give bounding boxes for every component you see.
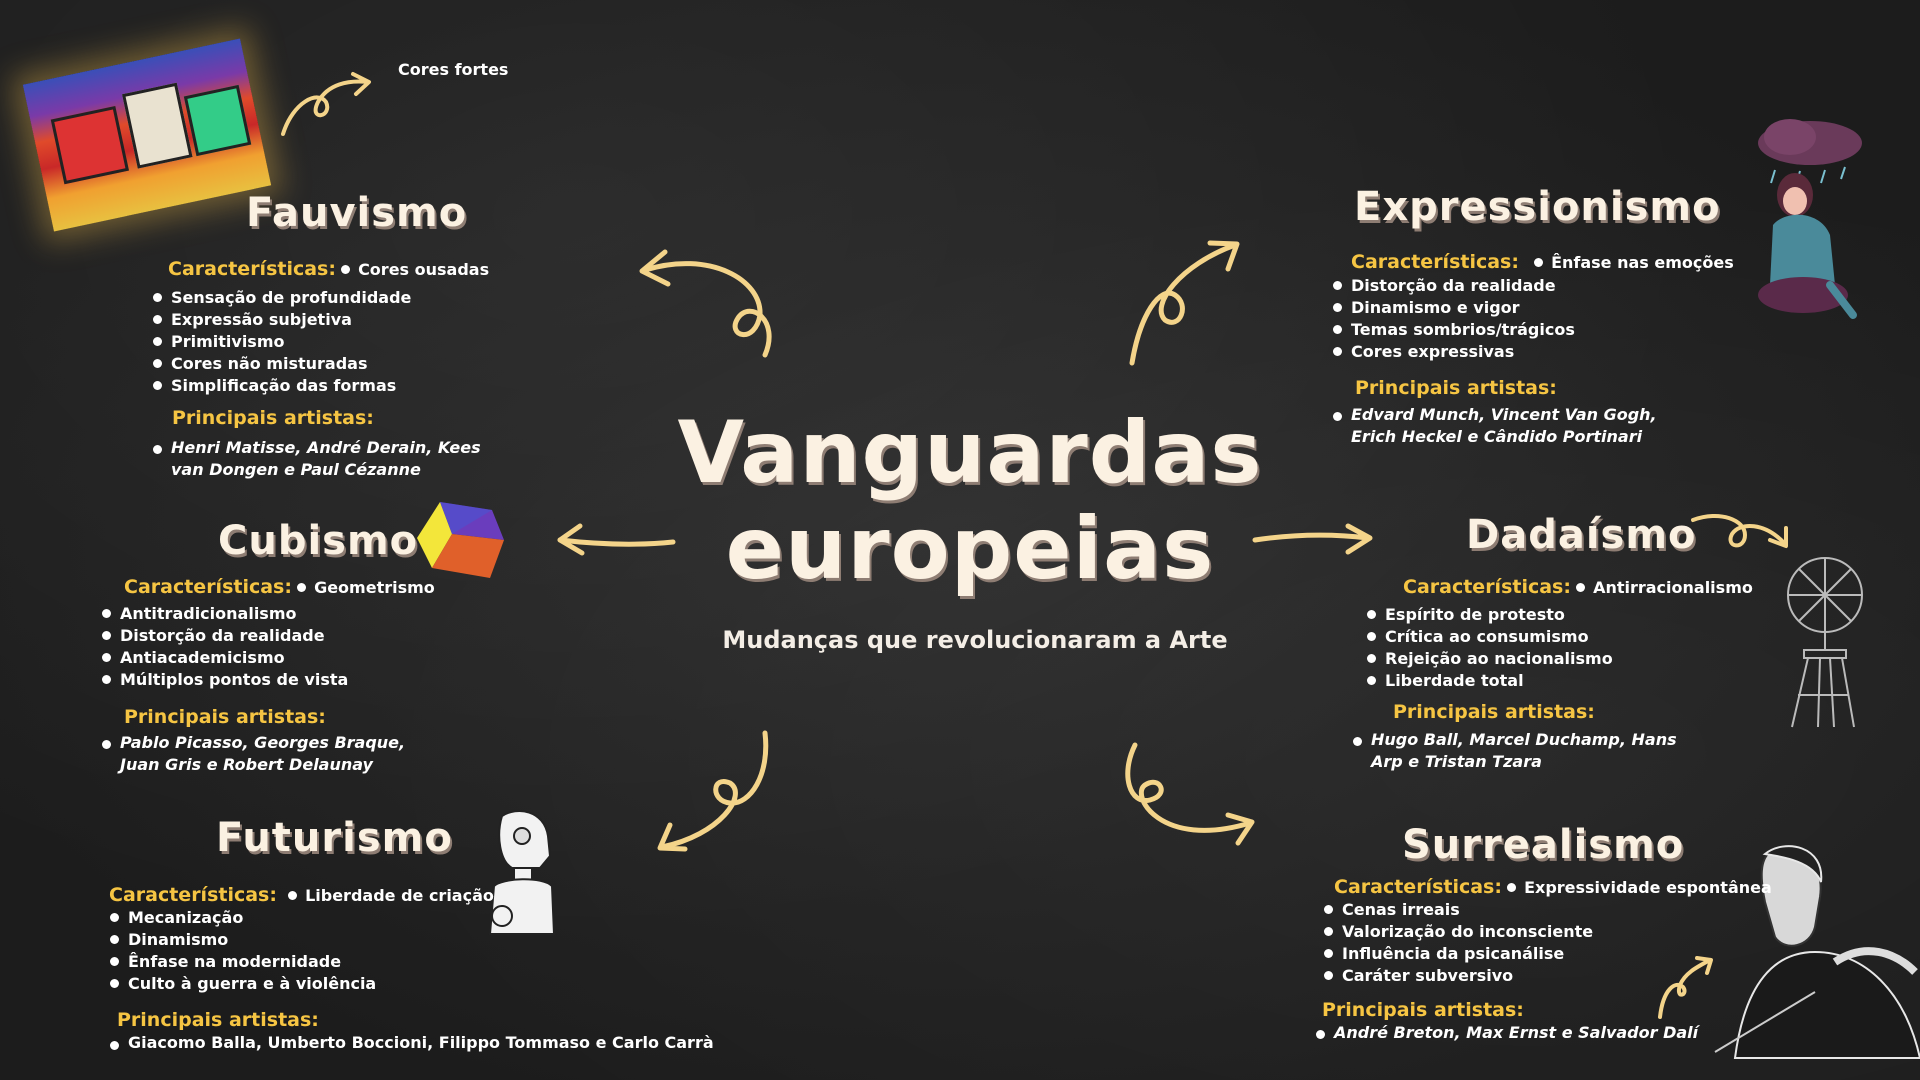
curly-arrow-icon bbox=[1655, 955, 1715, 1020]
list-item: Cores expressivas bbox=[1333, 341, 1575, 363]
surrealismo-first: Expressividade espontânea bbox=[1524, 878, 1772, 897]
futurismo-list bbox=[110, 907, 376, 995]
surrealismo-characteristics bbox=[1334, 876, 1772, 898]
list-item: Ênfase na modernidade bbox=[110, 951, 376, 973]
arrow-to-dadaismo bbox=[1250, 520, 1375, 560]
list-item: Antitradicionalismo bbox=[102, 603, 348, 625]
list-item: Caráter subversivo bbox=[1324, 965, 1593, 987]
dadaismo-artists-text: Hugo Ball, Marcel Duchamp, Hans Arp e Tristan Tzara bbox=[1371, 730, 1677, 771]
arrow-to-expressionismo bbox=[1120, 235, 1250, 370]
main-title bbox=[640, 405, 1300, 597]
bicycle-wheel-stool-icon bbox=[1782, 555, 1867, 730]
main-subtitle: Mudanças que revolucionaram a Arte bbox=[722, 626, 1228, 654]
futurismo-title: Futurismo bbox=[216, 815, 453, 861]
list-item: Sensação de profundidade bbox=[153, 287, 411, 309]
list-item: Múltiplos pontos de vista bbox=[102, 669, 348, 691]
futurismo-first: Liberdade de criação bbox=[305, 886, 494, 905]
fauvismo-list bbox=[153, 287, 411, 397]
cubismo-char-label: Características: bbox=[124, 576, 292, 598]
cubismo-artists-text: Pablo Picasso, Georges Braque, Juan Gris e Robert Delaunay bbox=[120, 733, 406, 774]
list-item: Dinamismo bbox=[110, 929, 376, 951]
fauvismo-artists-label: Principais artistas: bbox=[172, 407, 374, 429]
cube-icon bbox=[412, 496, 508, 588]
arrow-to-surrealismo bbox=[1120, 735, 1260, 860]
cubismo-artists-label: Principais artistas: bbox=[124, 706, 326, 728]
expressionismo-char-label: Características: bbox=[1351, 251, 1519, 273]
list-item: Distorção da realidade bbox=[1333, 275, 1575, 297]
cubismo-first: Geometrismo bbox=[314, 578, 435, 597]
dadaismo-artists-label: Principais artistas: bbox=[1393, 701, 1595, 723]
expressionismo-list bbox=[1333, 275, 1575, 363]
fauvismo-title: Fauvismo bbox=[246, 190, 468, 236]
list-item: Distorção da realidade bbox=[102, 625, 348, 647]
list-item: Simplificação das formas bbox=[153, 375, 411, 397]
surrealismo-artists bbox=[1316, 1022, 1698, 1044]
list-item: Influência da psicanálise bbox=[1324, 943, 1593, 965]
arrow-to-fauvismo bbox=[630, 240, 780, 360]
futurismo-char-label: Características: bbox=[109, 884, 277, 906]
futurismo-characteristics bbox=[109, 884, 494, 906]
list-item: Primitivismo bbox=[153, 331, 411, 353]
futurismo-artists-label: Principais artistas: bbox=[117, 1009, 319, 1031]
dadaismo-artists bbox=[1353, 729, 1693, 773]
fauvismo-artists bbox=[153, 437, 513, 481]
list-item: Liberdade total bbox=[1367, 670, 1613, 692]
futurismo-artists bbox=[110, 1033, 714, 1052]
list-item: Cores não misturadas bbox=[153, 353, 411, 375]
list-item: Dinamismo e vigor bbox=[1333, 297, 1575, 319]
fauvismo-char-label: Características: bbox=[168, 258, 336, 280]
arrow-to-cubismo bbox=[555, 520, 675, 560]
main-title-line2: europeias bbox=[725, 499, 1215, 599]
cubismo-characteristics bbox=[124, 576, 435, 598]
dadaismo-char-label: Características: bbox=[1403, 576, 1571, 598]
expressionismo-characteristics bbox=[1351, 251, 1734, 273]
list-item: Culto à guerra e à violência bbox=[110, 973, 376, 995]
cubismo-artists bbox=[102, 732, 442, 776]
list-item: Espírito de protesto bbox=[1367, 604, 1613, 626]
cubismo-list bbox=[102, 603, 348, 691]
list-item: Antiacademicismo bbox=[102, 647, 348, 669]
list-item: Crítica ao consumismo bbox=[1367, 626, 1613, 648]
surrealismo-char-label: Características: bbox=[1334, 876, 1502, 898]
surrealismo-title: Surrealismo bbox=[1402, 822, 1685, 868]
list-item: Temas sombrios/trágicos bbox=[1333, 319, 1575, 341]
expressionismo-artists-text: Edvard Munch, Vincent Van Gogh, Erich Heckel e Cândido Portinari bbox=[1351, 405, 1657, 446]
arrow-to-futurismo bbox=[650, 725, 775, 855]
dadaismo-first: Antirracionalismo bbox=[1593, 578, 1753, 597]
dadaismo-list bbox=[1367, 604, 1613, 692]
sad-person-icon bbox=[1755, 115, 1875, 325]
futurismo-artists-text: Giacomo Balla, Umberto Boccioni, Filippo Tommaso e Carlo Carrà bbox=[128, 1033, 714, 1052]
list-item: Valorização do inconsciente bbox=[1324, 921, 1593, 943]
surrealismo-artists-text: André Breton, Max Ernst e Salvador Dalí bbox=[1334, 1023, 1699, 1042]
fauvismo-characteristics bbox=[168, 258, 489, 280]
dadaismo-title: Dadaísmo bbox=[1466, 512, 1697, 558]
curly-arrow-icon bbox=[278, 72, 373, 142]
surrealismo-artists-label: Principais artistas: bbox=[1322, 999, 1524, 1021]
list-item: Expressão subjetiva bbox=[153, 309, 411, 331]
list-item: Rejeição ao nacionalismo bbox=[1367, 648, 1613, 670]
fauvismo-artists-text: Henri Matisse, André Derain, Kees van Dongen e Paul Cézanne bbox=[171, 438, 481, 479]
fauvismo-painting-icon bbox=[23, 39, 271, 232]
dadaismo-characteristics bbox=[1403, 576, 1753, 598]
expressionismo-artists-label: Principais artistas: bbox=[1355, 377, 1557, 399]
cubismo-title: Cubismo bbox=[218, 518, 419, 564]
expressionismo-first: Ênfase nas emoções bbox=[1551, 253, 1734, 272]
note-cores-fortes: Cores fortes bbox=[398, 60, 509, 79]
list-item: Mecanização bbox=[110, 907, 376, 929]
list-item: Cenas irreais bbox=[1324, 899, 1593, 921]
robot-icon bbox=[482, 806, 562, 936]
expressionismo-title: Expressionismo bbox=[1354, 184, 1721, 230]
portrait-icon bbox=[1715, 842, 1920, 1058]
surrealismo-list bbox=[1324, 899, 1593, 987]
fauvismo-first: Cores ousadas bbox=[358, 260, 490, 279]
main-title-line1: Vanguardas bbox=[677, 403, 1263, 503]
curly-arrow-icon bbox=[1690, 510, 1790, 555]
expressionismo-artists bbox=[1333, 404, 1693, 448]
